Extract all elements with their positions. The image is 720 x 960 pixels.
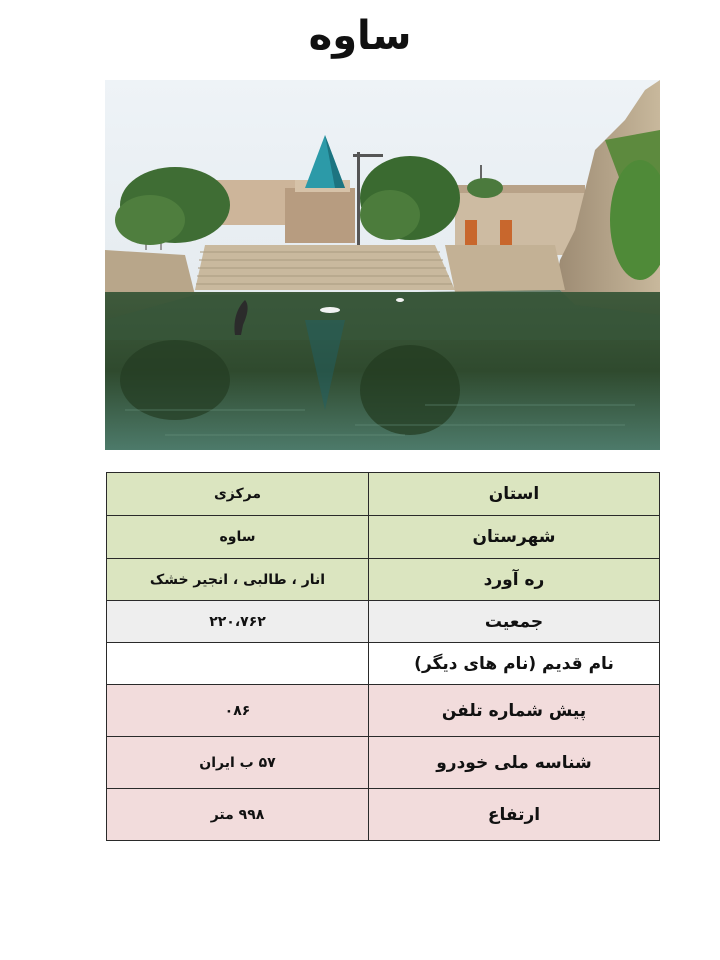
row-value: مرکزی xyxy=(107,473,369,516)
table-row xyxy=(107,643,660,685)
table-row xyxy=(107,559,660,601)
row-value: انار ، طالبی ، انجیر خشک xyxy=(107,559,369,601)
row-value: ۲۲۰،۷۶۲ xyxy=(107,601,369,643)
table-row xyxy=(107,473,660,516)
row-value: ۹۹۸ متر xyxy=(107,789,369,841)
table-row xyxy=(107,516,660,559)
row-label: شناسه ملی خودرو xyxy=(369,737,660,789)
table-row xyxy=(107,601,660,643)
info-table xyxy=(106,472,660,841)
table-row xyxy=(107,737,660,789)
row-label: پیش شماره تلفن xyxy=(369,685,660,737)
row-value: ساوه xyxy=(107,516,369,559)
page-title: ساوه xyxy=(308,13,412,59)
row-label: ره آورد xyxy=(369,559,660,601)
table-row xyxy=(107,789,660,841)
row-value: ۵۷ ب ایران xyxy=(107,737,369,789)
row-label: ارتفاع xyxy=(369,789,660,841)
row-label: جمعیت xyxy=(369,601,660,643)
row-label: استان xyxy=(369,473,660,516)
row-value xyxy=(107,643,369,685)
row-label: نام قدیم (نام های دیگر) xyxy=(369,643,660,685)
row-value: ۰۸۶ xyxy=(107,685,369,737)
row-label: شهرستان xyxy=(369,516,660,559)
city-pool-photo xyxy=(105,80,660,450)
table-row xyxy=(107,685,660,737)
